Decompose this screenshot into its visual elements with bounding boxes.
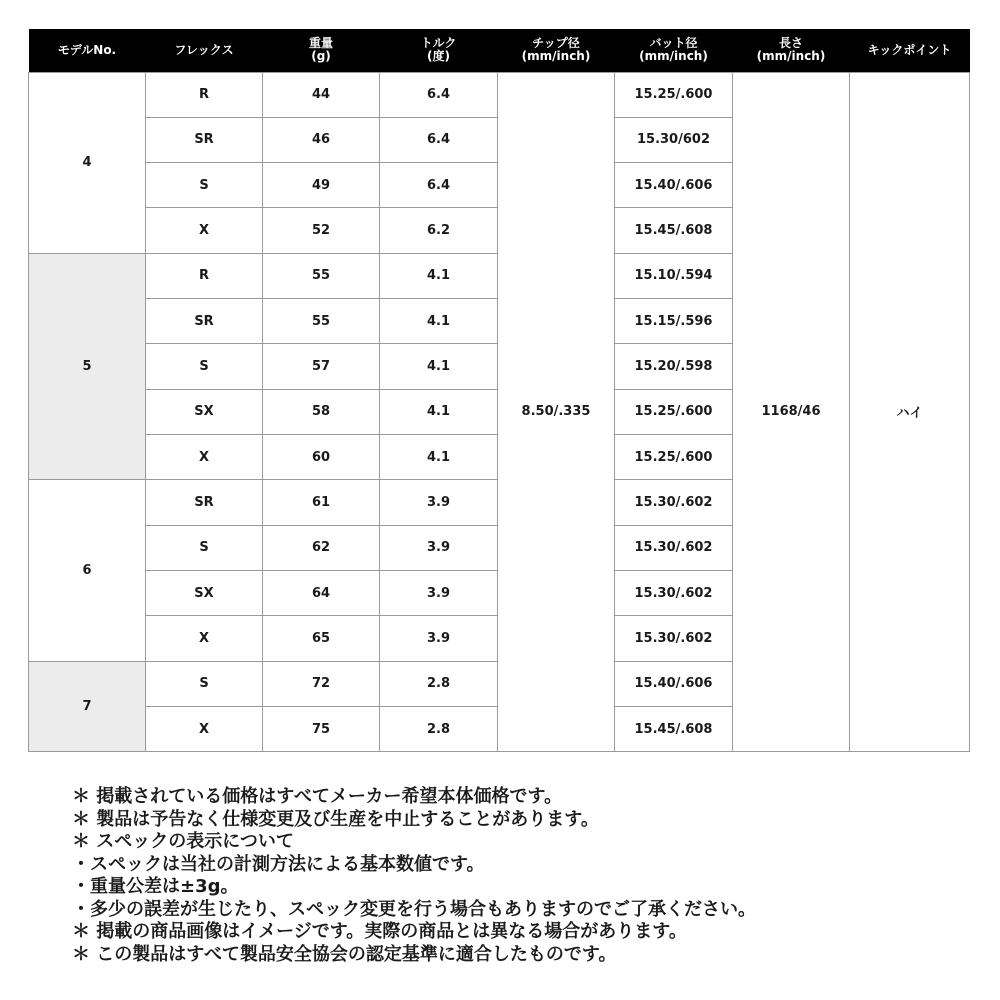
butt-diameter-cell: 15.20/.598	[615, 344, 733, 389]
note-line: ＊ スペックの表示について	[72, 831, 294, 852]
butt-diameter-cell: 15.30/.602	[615, 616, 733, 661]
note-line: ＊ 掲載の商品画像はイメージです。実際の商品とは異なる場合があります。	[72, 921, 687, 942]
header-length	[733, 29, 850, 72]
torque-cell: 4.1	[380, 299, 498, 344]
header-model-no	[29, 29, 146, 72]
note-line: ＊ 掲載されている価格はすべてメーカー希望本体価格です。	[72, 786, 563, 807]
torque-cell: 6.4	[380, 163, 498, 208]
torque-cell: 3.9	[380, 571, 498, 616]
model-cell: 4	[29, 72, 146, 253]
butt-diameter-cell: 15.10/.594	[615, 253, 733, 298]
tip-diameter-cell: 8.50/.335	[498, 72, 615, 752]
flex-cell: X	[146, 435, 263, 480]
weight-cell: 44	[263, 72, 380, 117]
butt-diameter-cell: 15.40/.606	[615, 163, 733, 208]
header-row	[29, 29, 970, 72]
header-line: (度)	[427, 49, 450, 64]
flex-cell: X	[146, 707, 263, 752]
weight-cell: 75	[263, 707, 380, 752]
butt-diameter-cell: 15.30/.602	[615, 571, 733, 616]
flex-cell: SX	[146, 571, 263, 616]
weight-cell: 60	[263, 435, 380, 480]
model-cell: 5	[29, 253, 146, 480]
note-line: ・スペックは当社の計測方法による基本数値です。	[72, 853, 485, 875]
butt-diameter-cell: 15.40/.606	[615, 661, 733, 706]
header-line: 長さ	[778, 36, 803, 51]
weight-cell: 46	[263, 117, 380, 162]
torque-cell: 3.9	[380, 525, 498, 570]
torque-cell: 2.8	[380, 661, 498, 706]
header-line: (mm/inch)	[639, 49, 708, 64]
torque-cell: 4.1	[380, 389, 498, 434]
torque-cell: 3.9	[380, 480, 498, 525]
spec-table	[28, 29, 970, 752]
torque-cell: 3.9	[380, 616, 498, 661]
header-weight	[263, 29, 380, 72]
butt-diameter-cell: 15.25/.600	[615, 72, 733, 117]
spec-table-body	[29, 72, 970, 752]
header-line: モデルNo.	[57, 42, 117, 57]
weight-cell: 58	[263, 389, 380, 434]
model-cell: 7	[29, 661, 146, 752]
header-line: チップ径	[532, 36, 580, 51]
flex-cell: R	[146, 253, 263, 298]
butt-diameter-cell: 15.30/.602	[615, 525, 733, 570]
note-line: ・重量公差は±3g。	[72, 876, 239, 897]
weight-cell: 49	[263, 163, 380, 208]
header-tip-diameter	[498, 29, 615, 72]
weight-cell: 72	[263, 661, 380, 706]
weight-cell: 57	[263, 344, 380, 389]
weight-cell: 62	[263, 525, 380, 570]
butt-diameter-cell: 15.45/.608	[615, 707, 733, 752]
header-torque	[380, 29, 498, 72]
header-line: フレックス	[174, 42, 234, 57]
header-line: トルク	[420, 36, 457, 51]
header-line: キックポイント	[867, 42, 952, 57]
flex-cell: R	[146, 72, 263, 117]
torque-cell: 4.1	[380, 344, 498, 389]
torque-cell: 4.1	[380, 435, 498, 480]
header-line: 重量	[308, 36, 333, 51]
butt-diameter-cell: 15.25/.600	[615, 389, 733, 434]
spec-table-header	[29, 29, 970, 72]
kick-point-cell: ハイ	[850, 72, 970, 752]
butt-diameter-cell: 15.30/.602	[615, 480, 733, 525]
flex-cell: SX	[146, 389, 263, 434]
weight-cell: 65	[263, 616, 380, 661]
header-line: バット径	[649, 36, 698, 51]
torque-cell: 4.1	[380, 253, 498, 298]
flex-cell: S	[146, 163, 263, 208]
weight-cell: 55	[263, 253, 380, 298]
weight-cell: 64	[263, 571, 380, 616]
model-cell: 6	[29, 480, 146, 661]
header-kick-point	[850, 29, 970, 72]
flex-cell: X	[146, 616, 263, 661]
header-line: (mm/inch)	[756, 49, 826, 64]
butt-diameter-cell: 15.45/.608	[615, 208, 733, 253]
note-line: ＊ 製品は予告なく仕様変更及び生産を中止することがあります。	[72, 808, 599, 830]
torque-cell: 6.4	[380, 117, 498, 162]
note-line: ＊ この製品はすべて製品安全協会の認定基準に適合したものです。	[72, 943, 617, 965]
torque-cell: 2.8	[380, 707, 498, 752]
torque-cell: 6.2	[380, 208, 498, 253]
butt-diameter-cell: 15.30/602	[615, 117, 733, 162]
header-line: (mm/inch)	[521, 49, 591, 64]
weight-cell: 55	[263, 299, 380, 344]
flex-cell: SR	[146, 480, 263, 525]
weight-cell: 52	[263, 208, 380, 253]
weight-cell: 61	[263, 480, 380, 525]
flex-cell: S	[146, 525, 263, 570]
header-flex	[146, 29, 263, 72]
torque-cell: 6.4	[380, 72, 498, 117]
table-row	[29, 72, 970, 117]
header-butt-diameter	[615, 29, 733, 72]
notes-list	[72, 786, 972, 966]
flex-cell: X	[146, 208, 263, 253]
length-cell: 1168/46	[733, 72, 850, 752]
flex-cell: S	[146, 661, 263, 706]
butt-diameter-cell: 15.25/.600	[615, 435, 733, 480]
flex-cell: SR	[146, 299, 263, 344]
note-line: ・多少の誤差が生じたり、スペック変更を行う場合もありますのでご了承ください。	[72, 898, 756, 920]
header-line: (g)	[311, 49, 331, 64]
butt-diameter-cell: 15.15/.596	[615, 299, 733, 344]
flex-cell: S	[146, 344, 263, 389]
flex-cell: SR	[146, 117, 263, 162]
